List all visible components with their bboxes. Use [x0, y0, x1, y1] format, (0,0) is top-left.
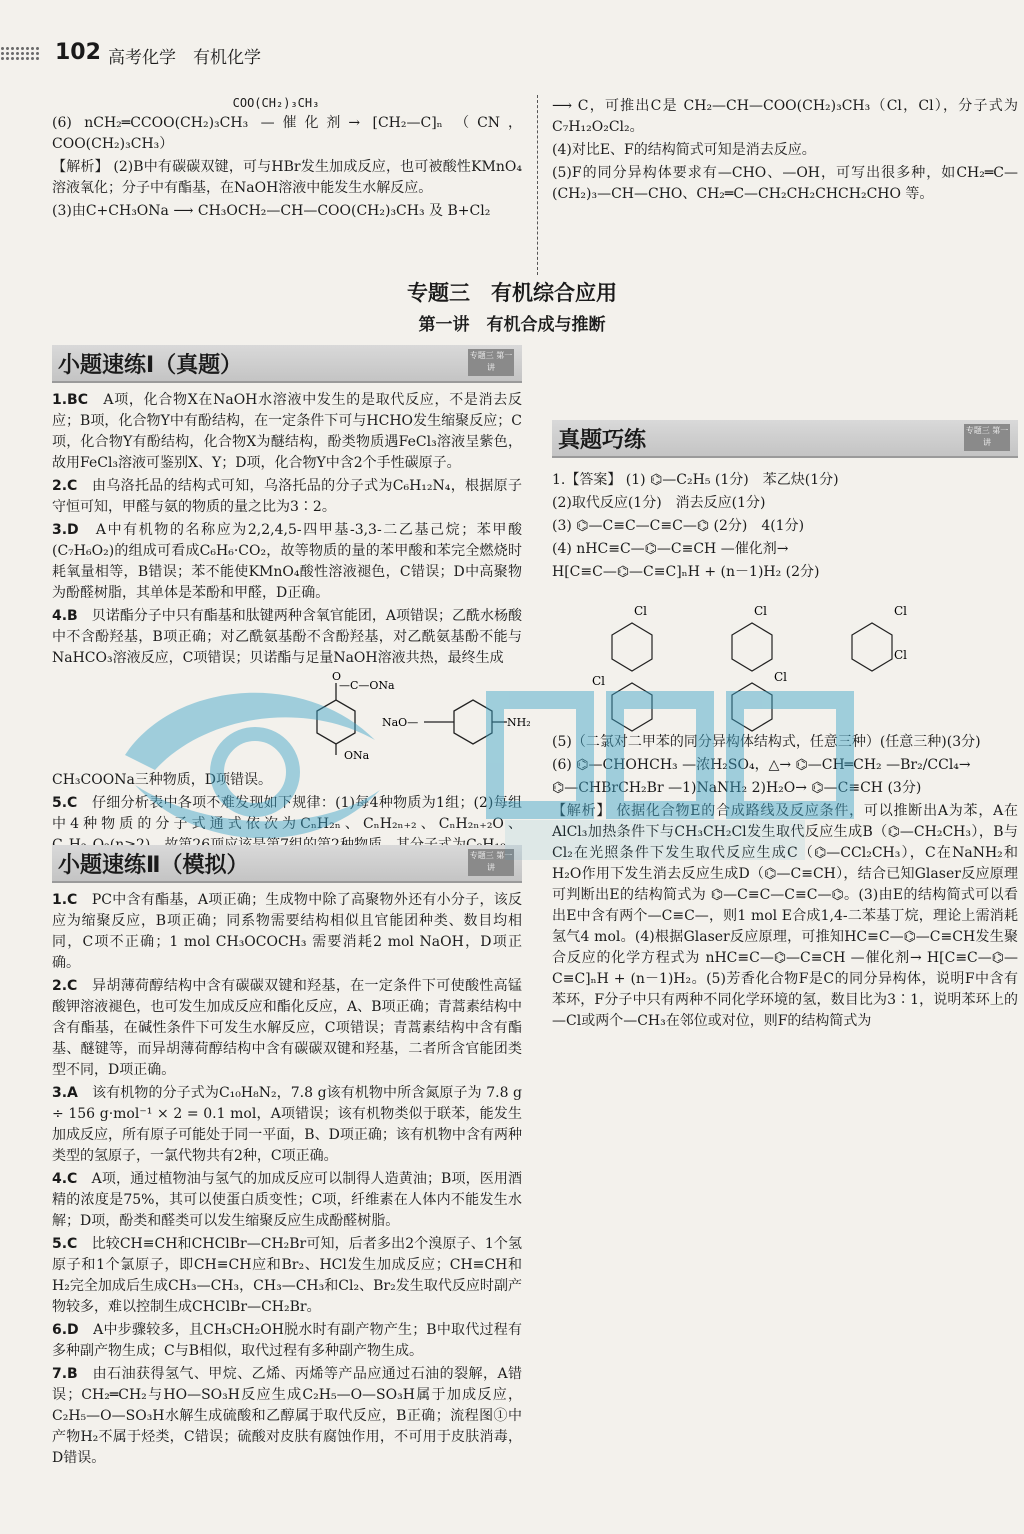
header-dots	[0, 46, 40, 60]
section1-body	[52, 390, 531, 858]
answer-line: 1.【答案】 (1) ⌬—C₂H₅ (1分) 苯乙炔(1分)	[552, 472, 839, 488]
structure-label: Cl	[592, 674, 606, 688]
structure-label: Cl	[774, 670, 788, 684]
answer-item	[52, 890, 522, 974]
page-header	[0, 36, 1024, 72]
item-text: PC中含有酯基，A项正确；生成物中除了高聚物外还有小分子，该反应为缩聚反应，B项正确；同系物需要结构相似且官能团种类、数目均相同，C项不正确；1 mol CH₃OCOCH₃ 需要消耗2 mol NaOH，D项正确。	[52, 892, 522, 971]
answer-line: (4) nHC≡C—⌬—C≡CH —催化剂→	[552, 541, 789, 557]
page-number: 102	[55, 40, 101, 65]
structure-label: NaO—	[382, 716, 419, 729]
item-number: 7.B	[52, 1366, 78, 1382]
section-title: 小题速练Ⅰ（真题）	[58, 353, 243, 378]
item-text: 仔细分析表中各项不难发现如下规律：(1)每4种物质为1组；(2)每组中4种物质的分子式通式依次为CₙH₂ₙ、CₙH₂ₙ₊₂、CₙH₂ₙ₊₂O、	[52, 795, 523, 832]
topic-title: 专题三 有机综合应用	[407, 281, 617, 305]
answer-item	[52, 1234, 522, 1318]
benzene-ring	[852, 623, 892, 671]
item-text: 异胡薄荷醇结构中含有碳碳双键和羟基，在一定条件下可使酸性高锰酸钾溶液褪色，也可发生加成反应和酯化反应，A、B项正确；青蒿素结构中含有酯基，在碱性条件下可发生水解反应，C项错误；青蒿素结构中含有酯基、醚键等，而异胡薄荷醇结构中含有碳碳双键和羟基，二者所含官能团类型不同，D项正确。	[52, 978, 522, 1078]
answer-item	[52, 520, 522, 604]
answer-item	[52, 606, 522, 669]
answer-item	[52, 976, 522, 1081]
answer-line: (3) ⌬—C≡C—C≡C—⌬ (2分) 4(1分)	[552, 518, 805, 534]
item-number: 5.C	[52, 1236, 78, 1252]
benzene-ring	[317, 700, 355, 744]
item-number: 1.BC	[52, 392, 89, 408]
benzene-ring	[612, 623, 652, 671]
answer-line: (6) ⌬—CHOHCH₃ —浓H₂SO₄，△→ ⌬—CH═CH₂ —Br₂/CCl₄→	[552, 757, 971, 773]
item-text: A项，化合物X在NaOH水溶液中发生的是取代反应，不是消去反应；B项，化合物Y中有酚结构，在一定条件下可与HCHO发生缩聚反应；C项，化合物Y有酚结构，化合物X为醚结构，酚类物质遇FeCl₃溶液呈紫色，故用FeCl₃溶液可鉴别X、Y；D项，化合物Y中含2个手性碳原子。	[52, 392, 523, 471]
top-left-text: 【解析】 (2)B中有碳碳双键，可与HBr发生加成反应，也可被酸性KMnO₄溶液氧化；分子中有酯基，在NaOH溶液中能发生水解反应。	[52, 159, 522, 196]
item-number: 4.B	[52, 608, 78, 624]
item-number: 2.C	[52, 478, 78, 494]
item-text: 比较CH≡CH和CHClBr—CH₂Br可知，后者多出2个溴原子、1个氢原子和1个氯原子，即CH≡CH应和Br₂、HCl发生加成反应；CH≡CH和H₂完全加成后生成CH₃—CH₃，CH₃—CH₃和Cl₂、Br₂发生取代反应时副产物较多，难以控制生成CHClBr—CH₂Br。	[52, 1236, 522, 1315]
answer-item	[52, 1169, 522, 1232]
book-title: 高考化学 有机化学	[108, 48, 261, 68]
item-number: 6.D	[52, 1322, 79, 1338]
lecture-title: 第一讲 有机合成与推断	[418, 315, 606, 335]
isomer-structures	[552, 585, 1018, 725]
item-text: 由乌洛托品的结构式可知，乌洛托品的分子式为C₆H₁₂N₄，根据原子守恒可知，甲醛与氨的物质的量之比为3∶2。	[52, 478, 523, 515]
product-structures	[52, 670, 531, 763]
top-right-column	[552, 96, 1018, 207]
structure-fragment: COO(CH₂)₃CH₃	[52, 96, 320, 110]
item-text: 由石油获得氢气、甲烷、乙烯、丙烯等产品应通过石油的裂解，A错误；CH₂═CH₂与HO—SO₃H反应生成C₂H₅—O—SO₃H属于加成反应，C₂H₅—O—SO₃H水解生成硫酸和乙醇属于取代反应，B正确；流程图①中产物H₂不属于烃类，C错误；硫酸对皮肤有腐蚀作用，不可用于皮肤消毒，D错误。	[52, 1366, 523, 1466]
section-tag: 专题三 第一讲	[468, 849, 514, 876]
benzene-ring	[732, 683, 772, 731]
section-tag: 专题三 第一讲	[964, 424, 1010, 451]
item-text: A项，通过植物油与氢气的加成反应可以制得人造黄油；B项，医用酒精的浓度是75%，其可以使蛋白质变性；C项，纤维素在人体内不能发生水解；D项，酚类和醛类可以发生缩聚反应生成酚醛树脂。	[52, 1171, 522, 1229]
top-left-column	[52, 96, 522, 224]
section-title: 小题速练Ⅱ（模拟）	[58, 853, 249, 878]
answer-line: (5)（二氯对二甲苯的同分异构体结构式，任意三种）(任意三种)(3分)	[552, 734, 981, 750]
structure-label: O	[332, 670, 342, 683]
top-right-text: (5)F的同分异构体要求有—CHO、—OH，可写出很多种，如CH₂═C—(CH₂)₃—CH—CHO、CH₂═C—CH₂CH₂CHCH₂CHO 等。	[552, 165, 1018, 202]
item-number: 4.C	[52, 1171, 78, 1187]
section-header-1	[52, 345, 522, 383]
answer-line: ⌬—CHBrCH₂Br —1)NaNH₂ 2)H₂O→ ⌬—C≡CH (3分)	[552, 780, 922, 796]
top-right-text: ⟶ C，可推出C是 CH₂—CH—COO(CH₂)₃CH₃（Cl，Cl），分子式为C₇H₁₂O₂Cl₂。	[552, 98, 1018, 135]
top-left-text: (6) nCH₂═CCOO(CH₂)₃CH₃ —催化剂→ [CH₂—C]ₙ （CN，COO(CH₂)₃CH₃）	[52, 115, 522, 152]
item-text: A中有机物的名称应为2,2,4,5-四甲基-3,3-二乙基己烷；苯甲酸(C₇H₆O₂)的组成可看成C₆H₆·CO₂，故等物质的量的苯甲酸和苯完全燃烧时耗氧量相等，B错误；苯不能使KMnO₄酸性溶液褪色，C错误；D中高聚物为酚醛树脂，其单体是苯酚和甲醛，D正确。	[52, 522, 523, 601]
answer-item	[52, 1320, 522, 1362]
structure-label: Cl	[894, 648, 908, 662]
section-title: 真题巧练	[558, 428, 647, 453]
item-number: 1.C	[52, 892, 78, 908]
item-number: 2.C	[52, 978, 78, 994]
answer-item	[52, 770, 522, 791]
benzene-ring	[454, 700, 492, 744]
benzene-ring	[732, 623, 772, 671]
structure-label: Cl	[754, 604, 768, 618]
structure-label: NH₂	[507, 716, 531, 729]
column-divider	[537, 95, 538, 275]
section2-body	[52, 890, 522, 1471]
structure-label: Cl	[894, 604, 908, 618]
answer-item	[52, 1083, 522, 1167]
analysis-text: 【解析】 依据化合物E的合成路线及反应条件，可以推断出A为苯，A在AlCl₃加热条件下与CH₃CH₂Cl发生取代反应生成B（⌬—CH₂CH₃），B与Cl₂在光照条件下发生取代反应生成C（⌬—CCl₂CH₃），C在NaNH₂和H₂O作用下发生消去反应生成D（⌬—C≡CH），结合已知Glaser反应原理可判断出E的结构简式为 ⌬—C≡C—C≡C—⌬。(3)由E的结构简式可以看出E中含有两个—C≡C—，则1 mol E合成1,4-二苯基丁烷，理论上需消耗氢气4 mol。(4)根据Glaser反应原理，可推知HC≡C—⌬—C≡CH发生聚合反应的化学方程式为 nHC≡C—⌬—C≡CH —催化剂→ H[C≡C—⌬—C≡C]ₙH + (n－1)H₂。(5)芳香化合物F是C的同分异构体，说明F中含有苯环，F分子中只有两种不同化学环境的氢，数目比为3∶1，说明苯环上的—Cl或两个—CH₃在邻位或对位，则F的结构简式为	[552, 803, 1018, 1029]
top-right-text: (4)对比E、F的结构简式可知是消去反应。	[552, 142, 816, 158]
structure-label: —C—ONa	[339, 679, 395, 692]
section-header-2	[52, 845, 522, 883]
answer-item	[52, 1364, 522, 1469]
answer-line: H[C≡C—⌬—C≡C]ₙH + (n－1)H₂ (2分)	[552, 564, 820, 580]
answer-item	[52, 476, 522, 518]
item-text: CH₃COONa三种物质，D项错误。	[52, 772, 273, 788]
structure-label: ONa	[344, 749, 370, 762]
item-text: 该有机物的分子式为C₁₀H₈N₂，7.8 g该有机物中所含氮原子为 7.8 g ÷ 156 g·mol⁻¹ × 2 = 0.1 mol，A项错误；该有机物类似于联苯，能发生加成反应，所有原子可能处于同一平面，B、D项正确；该有机物中含有两种类型的氢原子，一氯代物共有2种，C项正确。	[52, 1085, 522, 1164]
section-tag: 专题三 第一讲	[468, 349, 514, 376]
answer-item	[52, 390, 522, 474]
item-text: 贝诺酯分子中只有酯基和肽键两种含氧官能团，A项错误；乙酰水杨酸中不含酚羟基，B项正确；对乙酰氨基酚不含酚羟基，对乙酰氨基酚不能与NaHCO₃溶液反应，C项错误；贝诺酯与足量NaOH溶液共热，最终生成	[52, 608, 523, 666]
section3-body	[552, 470, 1018, 1034]
item-number: 5.C	[52, 795, 78, 811]
item-number: 3.A	[52, 1085, 78, 1101]
benzene-ring	[612, 683, 652, 731]
section-header-3	[552, 420, 1018, 458]
item-number: 3.D	[52, 522, 79, 538]
answer-line: (2)取代反应(1分) 消去反应(1分)	[552, 495, 766, 511]
item-text: A中步骤较多，且CH₃CH₂OH脱水时有副产物产生；B中取代过程有多种副产物生成；C与B相似，取代过程有多种副产物生成。	[52, 1322, 523, 1359]
top-left-text: (3)由C+CH₃ONa ⟶ CH₃OCH₂—CH—COO(CH₂)₃CH₃ 及 B+Cl₂	[52, 203, 491, 219]
structure-label: Cl	[634, 604, 648, 618]
